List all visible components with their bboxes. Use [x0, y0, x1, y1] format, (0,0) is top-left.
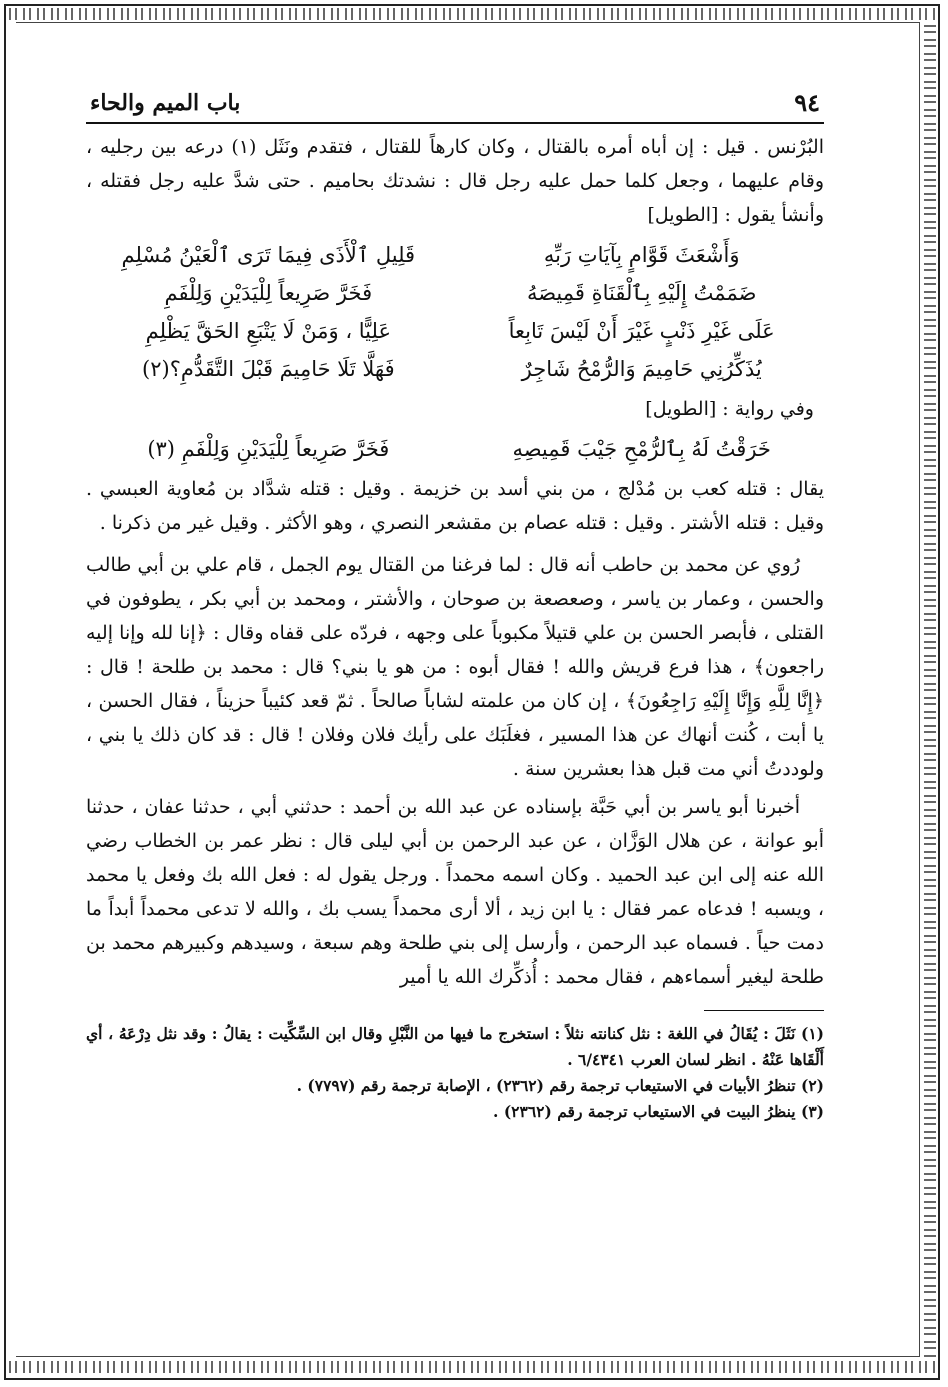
- verse-line: [86, 350, 824, 388]
- paragraph: رُوي عن محمد بن حاطب أنه قال : لما فرغنا من القتال يوم الجمل ، قام علي بن أبي طالب والحسن ، وعمار بن ياسر ، وصعصعة بن صوحان ، والأشتر ، ومحمد بن أبي بكر ، يطوفون في القتلى ، فأبصر الحسن بن علي قتيلاً مكبوباً على وجهه ، فردّه على قفاه وقال : ﴿إنا لله وإنا إليه راجعون﴾ ، هذا فرع قريش والله ! فقال أبوه : من هو يا بني؟ قال : محمد بن طلحة ! قال : ﴿إِنَّا لِلَّهِ وَإِنَّا إِلَيْهِ رَاجِعُونَ﴾ ، إن كان من علمته لشاباً صالحاً . ثمّ قعد كئيباً حزيناً ، فقال الحسن ، يا أبت ، كُنت أنهاك عن هذا المسير ، فغلَبَك على رأيك فلان وفلان ! قال : قد كان ذلك يا بني ، ولوددتُ أني مت قبل هذا بعشرين سنة .: [86, 554, 824, 780]
- paragraph: يقال : قتله كعب بن مُدْلج ، من بني أسد بن خزيمة . وقيل : قتله شدَّاد بن مُعاوية العبسي . وقيل : قتله الأشتر . وقيل : قتله عصام بن مقشعر النصري ، وهو الأكثر . وقيل غير من ذكرنا .: [86, 478, 824, 534]
- decorative-border-bottom: [6, 1361, 936, 1373]
- footnote: (٣) ينظرُ البيت في الاستيعاب ترجمة رقم (٢٣٦٢) .: [493, 1102, 824, 1121]
- page-number: ٩٤: [794, 88, 820, 117]
- poem: [86, 236, 824, 388]
- footnote: (١) نَثَلَ : يُقَالُ في اللغة : نثل كنانته نثلاً : استخرج ما فيها من النَّبْلِ وقال ابن السِّكِّيت : يقالُ : وقد نثل دِرْعَهُ ، أي أَلْقَاها عَنْهُ . انظر لسان العرب ٦/٤٣٤١ .: [86, 1024, 824, 1069]
- hemistich-first: وَأَشْعَثَ قَوَّامٍ بِآيَاتِ رَبِّهِ: [543, 243, 740, 267]
- hemistich-first: خَرَقْتُ لَهُ بِٱلرُّمْحِ جَيْبَ قَمِيصِهِ: [512, 437, 771, 461]
- poem-alt: [86, 430, 824, 468]
- verse-line: [86, 236, 824, 274]
- footnote-divider: [704, 1010, 824, 1011]
- paragraph: البُرْنس . قيل : إن أباه أمره بالقتال ، وكان كارهاً للقتال ، فتقدم ونَثَل (١) درعه بين رجليه ، وقام عليهما ، وجعل كلما حمل عليه رجل قال : نشدتك بحاميم . حتى شدَّ عليه رجل فقتله ، وأنشأ يقول : [الطويل]: [86, 136, 824, 226]
- chapter-title: باب الميم والحاء: [90, 90, 241, 116]
- hemistich-first: عَلَى غَيْرِ ذَنْبٍ غَيْرَ أَنْ لَيْسَ تَابِعاً: [508, 319, 775, 343]
- hemistich-first: يُذَكِّرُنِي حَامِيمَ وَالرُّمْحُ شَاجِرٌ: [521, 357, 762, 381]
- footnote: (٢) تنظرُ الأبيات في الاستيعاب ترجمة رقم (٢٣٦٢) ، الإصابة ترجمة رقم (٧٧٩٧) .: [296, 1076, 824, 1095]
- decorative-border-right: [924, 22, 936, 1361]
- hemistich-second: فَخَرَّ صَرِيعاً لِلْيَدَيْنِ وَلِلْفَمِ (٣): [147, 437, 390, 461]
- hemistich-first: ضَمَمْتُ إِلَيْهِ بِٱلْقَنَاةِ قَمِيصَهُ: [526, 281, 757, 305]
- hemistich-second: قَلِيلِ ٱلْأَذَى فِيمَا تَرَى ٱلْعَيْنُ مُسْلِمِ: [121, 243, 416, 267]
- paragraph: أخبرنا أبو ياسر بن أبي حَبَّة بإسناده عن عبد الله بن أحمد : حدثني أبي ، حدثنا عفان ، حدثنا أبو عوانة ، عن هلال الوَزَّان ، عن عبد الرحمن بن أبي ليلى قال : نظر عمر بن الخطاب رضي الله عنه إلى ابن عبد الحميد . وكان اسمه محمداً . ورجل يقول له : فعل الله بك وفعل يا محمد ، ويسبه ! فدعاه عمر فقال : يا ابن زيد ، ألا أرى محمداً يسب بك ، والله لا تدعى محمداً أبداً ما دمت حياً . فسماه عبد الرحمن ، وأرسل إلى بني طلحة وهم سبعة ، وسيدهم وكبيرهم محمد بن طلحة ليغير أسماءهم ، فقال محمد : أُذكِّرك الله يا أمير: [86, 796, 824, 988]
- page-content: [86, 88, 824, 1125]
- decorative-border-top: [6, 8, 936, 20]
- verse-line: [86, 312, 824, 350]
- riwaya-label: وفي رواية : [الطويل]: [645, 398, 814, 420]
- hemistich-second: فَهَلَّا تَلَا حَامِيمَ قَبْلَ التَّقَدُّمِ؟(٢): [142, 357, 395, 381]
- verse-line: [86, 274, 824, 312]
- verse-line: [86, 430, 824, 468]
- hemistich-second: عَلِيًّا ، وَمَنْ لَا يَتْبَعِ الحَقَّ يَظْلِمِ: [145, 319, 392, 343]
- running-header: [86, 88, 824, 124]
- footnotes: [86, 1021, 824, 1125]
- hemistich-second: فَخَرَّ صَرِيعاً لِلْيَدَيْنِ وَلِلْفَمِ: [164, 281, 373, 305]
